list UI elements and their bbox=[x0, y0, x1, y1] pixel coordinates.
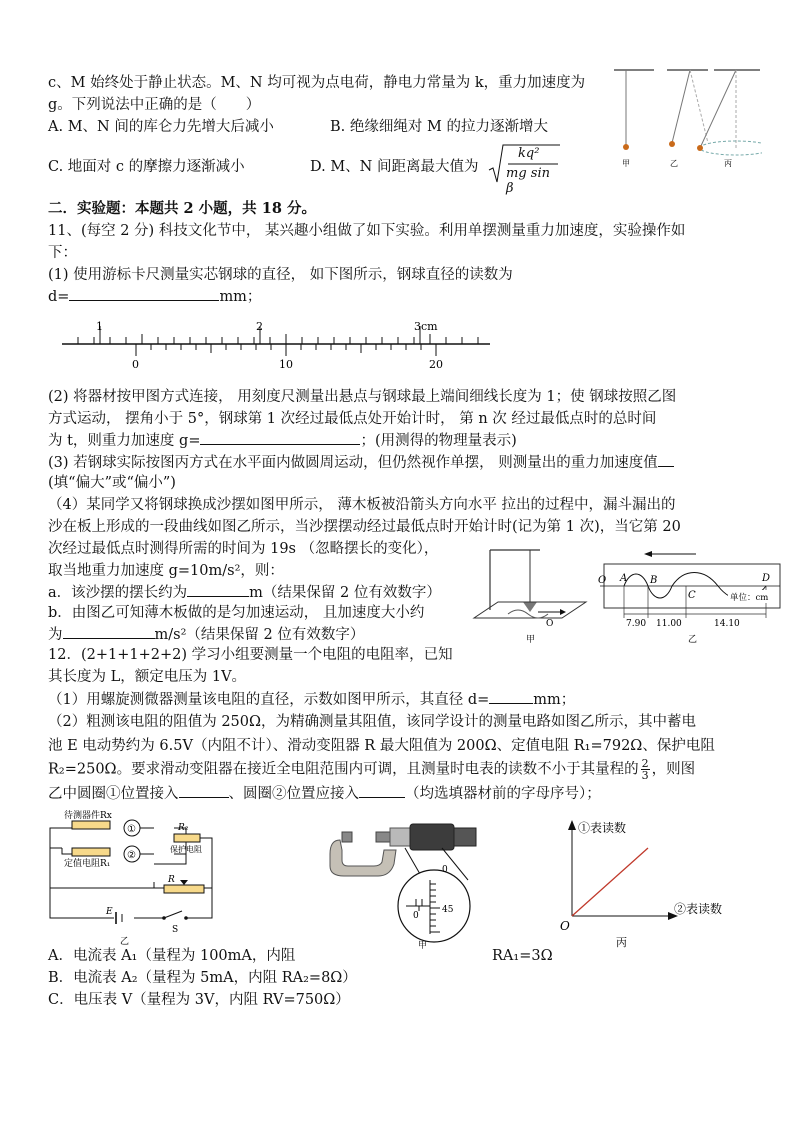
q11-part4-b1: b．由图乙可知薄木板做的是匀加速运动， 且加速度大小约 bbox=[48, 605, 425, 621]
q12-line6-tail: ，则图 bbox=[651, 761, 696, 778]
q10-option-b: B. 绝缘细绳对 M 的拉力逐渐增大 bbox=[330, 119, 548, 135]
circuit-label-e: E bbox=[106, 907, 113, 917]
sand-fig-label-o: O bbox=[546, 619, 554, 629]
circuit-label-r: R bbox=[168, 875, 175, 885]
pendulum-label-bing: 丙 bbox=[724, 159, 732, 168]
q10-sqrt-formula bbox=[488, 142, 560, 196]
answer-blank-d[interactable] bbox=[69, 286, 219, 301]
sand-pendulum-figure bbox=[468, 540, 598, 645]
q11-line2: 下： bbox=[48, 245, 77, 261]
q12-line1: 12．(2+1+1+2+2) 学习小组要测量一个电阻的电阻率，已知 bbox=[48, 647, 453, 663]
circuit-label-rx: 待测器件Rx bbox=[64, 811, 112, 821]
trace-unit: 单位：cm bbox=[730, 593, 769, 603]
q12-part1-unit: mm； bbox=[533, 692, 576, 708]
q11-part2-line3 bbox=[48, 430, 517, 451]
circuit-label-s: S bbox=[172, 925, 179, 935]
trace-label-b: B bbox=[650, 575, 658, 586]
graph-x-label: ②表读数 bbox=[674, 902, 723, 916]
micrometer-figure bbox=[322, 810, 494, 950]
q12-line3 bbox=[48, 689, 575, 710]
q10-option-a: A. M、N 间的库仑力先增大后减小 bbox=[48, 119, 274, 135]
q12-line5: 池 E 电动势约为 6.5V（内阻不计）、滑动变阻器 R 最大阻值为 200Ω、定值电阻 R₁=792Ω、保护电阻 bbox=[48, 738, 715, 754]
q11-part3-line2: (填“偏大”或“偏小”) bbox=[48, 475, 176, 491]
trace-caption-yi: 乙 bbox=[688, 635, 698, 644]
vernier-scale-ticks bbox=[136, 344, 436, 356]
answer-blank-circle1[interactable] bbox=[179, 783, 229, 798]
vernier-label-0: 0 bbox=[132, 358, 139, 370]
q11-line1: 11、(每空 2 分) 科技文化节中， 某兴趣小组做了如下实验。利用单摆测量重力加速度，实验操作如 bbox=[48, 223, 686, 239]
q11-part2-line1: (2) 将器材按甲图方式连接， 用刻度尺测量出悬点与钢球最上端间细线长度为 1；使 钢球按照乙图 bbox=[48, 389, 677, 405]
trace-label-c: C bbox=[688, 590, 696, 601]
label-d: d= bbox=[48, 289, 70, 305]
graph-y-label: ①表读数 bbox=[578, 821, 627, 835]
micrometer-main-0: 0 bbox=[413, 911, 419, 921]
q11-part2-line2: 方式运动， 摆角小于 5°，钢球第 1 次经过最低点处开始计时， 第 n 次 经过最低点时的总时间 bbox=[48, 411, 657, 427]
trace-label-o: O bbox=[598, 575, 607, 586]
answer-blank-length[interactable] bbox=[187, 582, 249, 597]
formula-numerator: kq² bbox=[518, 146, 540, 161]
q11-part2-g-label: 为 t，则重力加速度 g= bbox=[48, 433, 201, 449]
trace-label-a: A bbox=[620, 573, 628, 584]
q12-circle2-text: 、圆圈②位置应接入 bbox=[228, 786, 359, 802]
vernier-label-10: 10 bbox=[279, 358, 293, 370]
q12-option-b: B．电流表 A₂（量程为 5mA，内阻 RA₂=8Ω） bbox=[48, 970, 357, 986]
q12-line7 bbox=[48, 783, 601, 804]
unit-mm: mm； bbox=[219, 289, 262, 305]
main-scale-label-2: 2 bbox=[256, 320, 263, 333]
q12-line6 bbox=[48, 758, 695, 781]
section-title: 二．实验题：本题共 2 小题，共 18 分。 bbox=[48, 200, 316, 217]
pendulum-figure bbox=[612, 66, 762, 170]
circuit-circle1: ① bbox=[127, 824, 136, 835]
answer-blank-bias[interactable] bbox=[658, 452, 674, 467]
trace-label-d: D bbox=[762, 573, 771, 584]
q11-part3-text: (3) 若钢球实际按图丙方式在水平面内做圆周运动，但仍然视作单摆， 则测量出的重力加速度值 bbox=[48, 455, 658, 471]
q11-part4-a bbox=[48, 582, 441, 603]
q12-circle1-text: 乙中圆圈①位置接入 bbox=[48, 786, 179, 802]
fraction-denominator: 3 bbox=[641, 769, 649, 782]
main-scale-label-1: 1 bbox=[96, 320, 103, 333]
q12-line6-text: R₂=250Ω。要求滑动变阻器在接近全电阻范围内可调，且测量时电表的读数不小于其量程的 bbox=[48, 761, 639, 778]
q12-line4: （2）粗测该电阻的阻值为 250Ω，为精确测量其阻值，该同学设计的测量电路如图乙所示，其中蓄电 bbox=[48, 714, 697, 730]
q11-part4-b-pre: 为 bbox=[48, 627, 63, 643]
fraction-numerator: 2 bbox=[641, 757, 649, 770]
q11-part4-line4: 取当地重力加速度 g=10m/s²，则： bbox=[48, 563, 284, 579]
vernier-label-20: 20 bbox=[429, 358, 443, 370]
main-scale-label-3cm: 3cm bbox=[414, 320, 438, 333]
sand-fig-caption-jia: 甲 bbox=[526, 635, 536, 645]
q11-part4-line2: 沙在板上形成的一段曲线如图乙所示，当沙摆摆动经过最低点时开始计时(记为第 1 次)，当它第 20 bbox=[48, 519, 681, 535]
q11-part2-note: ；(用测得的物理量表示) bbox=[360, 433, 517, 449]
q12-option-a: A．电流表 A₁（量程为 100mA，内阻 bbox=[48, 948, 296, 964]
q12-part1-text: （1）用螺旋测微器测量该电阻的直径，示数如图甲所示，其直径 d= bbox=[48, 692, 490, 708]
trace-dim-1: 7.90 bbox=[626, 619, 647, 629]
q11-part3-line1 bbox=[48, 452, 674, 473]
graph-caption: 丙 bbox=[616, 936, 627, 949]
answer-blank-circle2[interactable] bbox=[359, 783, 405, 798]
circuit-label-r2: R₂ bbox=[178, 823, 189, 833]
answer-blank-accel[interactable] bbox=[63, 624, 155, 639]
q11-part4-a-note: m（结果保留 2 位有效数字） bbox=[249, 585, 441, 601]
q11-part1: (1) 使用游标卡尺测量实芯钢球的直径， 如下图所示，钢球直径的读数为 bbox=[48, 267, 513, 283]
trace-dim-3: 14.10 bbox=[714, 619, 740, 629]
sand-trace-figure bbox=[596, 548, 786, 644]
micrometer-thimble-0: 0 bbox=[442, 865, 448, 875]
q12-circle-note: （均选填器材前的字母序号）； bbox=[405, 786, 601, 802]
circuit-diagram bbox=[44, 808, 224, 948]
pendulum-label-yi: 乙 bbox=[670, 159, 678, 168]
pendulum-label-jia: 甲 bbox=[622, 159, 630, 168]
reading-graph bbox=[556, 812, 746, 950]
circuit-circle2: ② bbox=[127, 850, 136, 861]
q11-part4-line3: 次经过最低点时测得所需的时间为 19s （忽略摆长的变化）， bbox=[48, 541, 439, 557]
q11-part4-a-text: a．该沙摆的摆长约为 bbox=[48, 585, 188, 601]
micrometer-caption: 甲 bbox=[418, 941, 428, 950]
q11-part4-line1: （4）某同学又将钢球换成沙摆如图甲所示， 薄木板被沿箭头方向水平 拉出的过程中，漏斗漏出的 bbox=[48, 497, 676, 513]
answer-blank-diameter[interactable] bbox=[489, 689, 533, 704]
micrometer-thimble-45: 45 bbox=[442, 905, 454, 915]
q10-option-d: D. M、N 间距离最大值为 bbox=[310, 159, 479, 175]
answer-blank-g[interactable] bbox=[200, 430, 360, 445]
q12-option-c: C．电压表 V（量程为 3V，内阻 RV=750Ω） bbox=[48, 992, 350, 1008]
formula-denominator: mg sin β bbox=[506, 166, 550, 196]
q11-part1-answer bbox=[48, 286, 261, 307]
q10-option-c: C. 地面对 c 的摩擦力逐渐减小 bbox=[48, 159, 245, 175]
circuit-label-r1: 定值电阻R₁ bbox=[64, 859, 111, 869]
trace-dim-2: 11.00 bbox=[656, 619, 682, 629]
q10-stem-line1: c、M 始终处于静止状态。M、N 均可视为点电荷，静电力常量为 k，重力加速度为 bbox=[48, 75, 586, 91]
q11-part4-b2 bbox=[48, 624, 364, 645]
circuit-caption-yi: 乙 bbox=[120, 937, 130, 947]
graph-origin: O bbox=[560, 919, 570, 933]
circuit-label-r2-note: 保护电阻 bbox=[170, 845, 202, 854]
fraction-two-thirds bbox=[641, 758, 650, 781]
q12-option-a-resistance: RA₁=3Ω bbox=[492, 948, 553, 964]
q12-line2: 其长度为 L，额定电压为 1V。 bbox=[48, 669, 247, 685]
vernier-caliper-figure bbox=[58, 318, 498, 370]
q10-stem-line2: g。下列说法中正确的是（ ） bbox=[48, 97, 261, 113]
q11-part4-b-note: m/s²（结果保留 2 位有效数字） bbox=[154, 627, 365, 643]
